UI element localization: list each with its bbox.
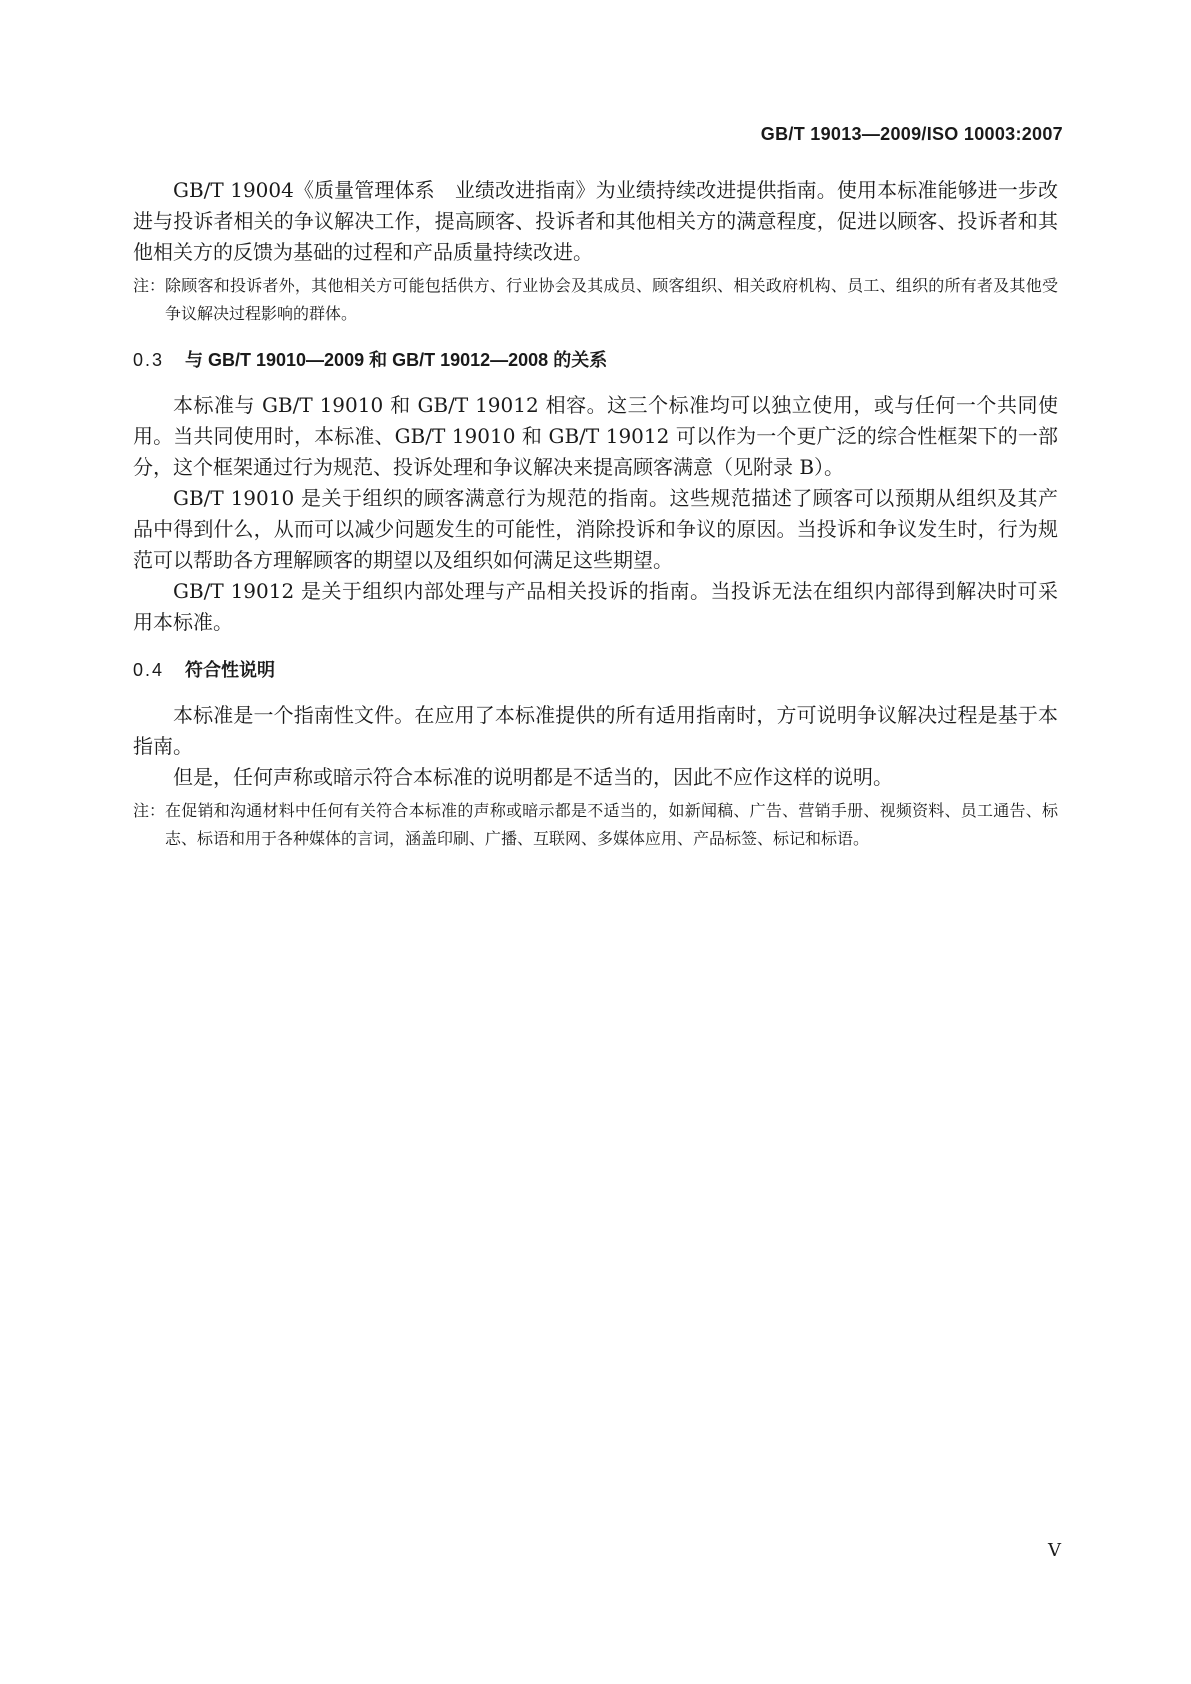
section-heading-0-4 [133,656,1058,682]
intro-note [133,272,1058,328]
standard-number-header: GB/T 19013—2009/ISO 10003:2007 [760,124,1063,144]
section-0-4-paragraph-2: 但是，任何声称或暗示符合本标准的说明都是不适当的，因此不应作这样的说明。 [173,765,893,789]
section-0-3-paragraph-3: GB/T 19012 是关于组织内部处理与产品相关投诉的指南。当投诉无法在组织内部得到解决时可采用本标准。 [133,579,1058,634]
document-body [133,175,1058,853]
section-0-4-note [133,797,1058,853]
section-number: 0.3 [133,350,165,370]
intro-paragraph: GB/T 19004《质量管理体系 业绩改进指南》为业绩持续改进提供指南。使用本标准能够进一步改进与投诉者相关的争议解决工作，提高顾客、投诉者和其他相关方的满意程度，促进以顾客、投诉者和其他相关方的反馈为基础的过程和产品质量持续改进。 [133,178,1058,264]
section-title: 与 GB/T 19010—2009 和 GB/T 19012—2008 的关系 [185,350,608,370]
page-number: V [1048,1540,1061,1561]
section-heading-0-3 [133,346,1058,372]
note-text: 除顾客和投诉者外，其他相关方可能包括供方、行业协会及其成员、顾客组织、相关政府机构、员工、组织的所有者及其他受争议解决过程影响的群体。 [165,276,1058,323]
note-label: 注： [133,276,166,295]
section-title: 符合性说明 [185,660,275,680]
section-number: 0.4 [133,660,165,680]
section-0-3-paragraph-2: GB/T 19010 是关于组织的顾客满意行为规范的指南。这些规范描述了顾客可以预期从组织及其产品中得到什么，从而可以减少问题发生的可能性，消除投诉和争议的原因。当投诉和争议发生时，行为规范可以帮助各方理解顾客的期望以及组织如何满足这些期望。 [133,486,1058,572]
note-text: 在促销和沟通材料中任何有关符合本标准的声称或暗示都是不适当的，如新闻稿、广告、营销手册、视频资料、员工通告、标志、标语和用于各种媒体的言词，涵盖印刷、广播、互联网、多媒体应用、产品标签、标记和标语。 [165,801,1058,848]
section-0-3-paragraph-1: 本标准与 GB/T 19010 和 GB/T 19012 相容。这三个标准均可以独立使用，或与任何一个共同使用。当共同使用时，本标准、GB/T 19010 和 GB/T 19012 可以作为一个更广泛的综合性框架下的一部分，这个框架通过行为规范、投诉处理和争议解决来提高顾客满意（见附录 B）。 [133,393,1058,479]
section-0-4-paragraph-1: 本标准是一个指南性文件。在应用了本标准提供的所有适用指南时，方可说明争议解决过程是基于本指南。 [133,703,1058,758]
note-label: 注： [133,801,166,820]
